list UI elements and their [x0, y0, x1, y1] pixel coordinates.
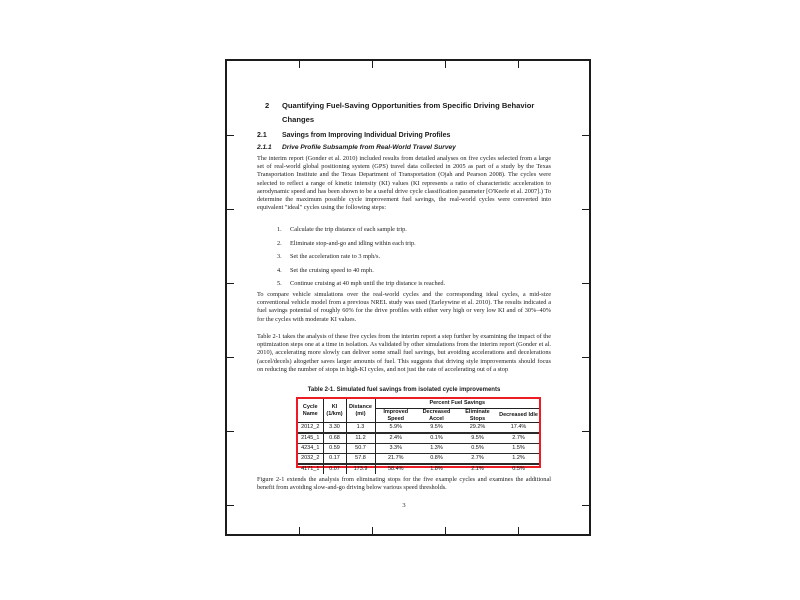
section-heading	[265, 99, 541, 126]
ruler-tick	[582, 431, 589, 432]
ruler-tick	[445, 61, 446, 68]
col-header-ki: KI (1/km)	[323, 399, 346, 423]
table-highlight-box	[296, 397, 541, 473]
page-number: 3	[402, 502, 406, 509]
cell-distance: 57.8	[346, 454, 375, 465]
cell-decreased-accel: 1.3%	[416, 444, 457, 454]
list-item	[277, 267, 547, 275]
cell-ki: 3.30	[323, 423, 346, 434]
paragraph: Figure 2-1 extends the analysis from eliminating stops for the five example cycles and examines the additional benefit from avoiding slow-and-go driving below various speed thresholds.	[257, 476, 551, 492]
subsection-heading	[257, 131, 551, 140]
list-item-text: Set the cruising speed to 40 mph.	[290, 266, 374, 274]
cell-improved-speed: 2.4%	[375, 433, 416, 444]
cell-distance: 50.7	[346, 444, 375, 454]
cell-distance: 1.3	[346, 423, 375, 434]
subcol-header-decreased-accel: Decreased Accel	[416, 409, 457, 423]
table-row	[298, 454, 539, 465]
ruler-tick	[582, 209, 589, 210]
numbered-list	[277, 226, 547, 294]
paragraph: Table 2-1 takes the analysis of these five cycles from the interim report a step further by examining the impact of the optimization steps one at a time in isolation. As validated by other simulations from the interim report (Gonder et al. 2010), accelerating more slowly can deliver some small fuel savings, but avoiding accelerations and decelerations (accel/decels) altogether saves larger amounts of fuel. This suggests that driving style improvements should focus on reducing the number of stops in high-KI cycles, and not just the rate of accelerating out of a stop	[257, 333, 551, 373]
cell-decreased-idle: 2.7%	[498, 433, 539, 444]
ruler-tick	[227, 357, 234, 358]
col-header-distance: Distance (mi)	[346, 399, 375, 423]
list-item-text: Set the acceleration rate to 3 mph/s.	[290, 253, 381, 261]
cell-decreased-accel: 0.1%	[416, 433, 457, 444]
list-item	[277, 226, 547, 234]
cell-eliminate-stops: 0.5%	[457, 444, 498, 454]
ruler-tick	[372, 61, 373, 68]
list-item-number: 3.	[277, 253, 282, 261]
col-group-header-percent-fuel-savings: Percent Fuel Savings	[375, 399, 539, 409]
table-row	[298, 423, 539, 434]
cell-eliminate-stops: 29.2%	[457, 423, 498, 434]
cell-distance: 11.2	[346, 433, 375, 444]
ruler-tick	[227, 209, 234, 210]
ruler-tick	[518, 61, 519, 68]
cell-cycle-name: 2012_2	[298, 423, 323, 434]
cell-decreased-idle: 0.5%	[512, 466, 525, 473]
cell-decreased-idle: 1.5%	[498, 444, 539, 454]
subcol-header-eliminate-stops: Eliminate Stops	[457, 409, 498, 423]
cell-ki: 0.17	[323, 454, 346, 465]
cell-distance: 173.9	[346, 464, 375, 474]
ruler-tick	[445, 527, 446, 534]
subsection-number: 2.1	[257, 132, 267, 139]
ruler-tick	[518, 527, 519, 534]
table-row	[298, 464, 539, 474]
list-item	[277, 253, 547, 261]
list-item	[277, 280, 547, 288]
table-row	[298, 433, 539, 444]
list-item-number: 1.	[277, 226, 282, 233]
ruler-tick	[582, 357, 589, 358]
cell-cycle-name: 2145_1	[298, 433, 323, 444]
ruler-tick	[227, 505, 234, 506]
list-item-number: 2.	[277, 239, 282, 247]
list-item	[277, 240, 547, 248]
cell-decreased-idle: 1.2%	[498, 454, 539, 465]
document-page	[225, 59, 591, 536]
ruler-tick	[227, 283, 234, 284]
subsubsection-number: 2.1.1	[257, 144, 272, 151]
section-title: Quantifying Fuel-Saving Opportunities from Specific Driving Behavior Changes	[282, 101, 535, 124]
cell-improved-speed: 3.3%	[375, 444, 416, 454]
ruler-tick	[372, 527, 373, 534]
subcol-header-decreased-idle: Decreased Idle	[498, 409, 539, 423]
subsection-title: Savings from Improving Individual Driving Profiles	[282, 132, 451, 139]
cell-ki: 0.07	[323, 464, 346, 474]
cell-improved-speed: 21.7%	[375, 454, 416, 465]
list-item-number: 5.	[277, 280, 282, 288]
list-item-text: Continue cruising at 40 mph until the trip distance is reached.	[290, 280, 446, 288]
cell-decreased-accel: 9.5%	[416, 423, 457, 434]
subsubsection-title: Drive Profile Subsample from Real-World Travel Survey	[282, 144, 456, 151]
ruler-tick	[299, 527, 300, 534]
cell-eliminate-stops: 9.5%	[457, 433, 498, 444]
section-number: 2	[265, 101, 270, 110]
list-item-text: Eliminate stop-and-go and idling within each trip.	[290, 239, 416, 247]
ruler-tick	[582, 283, 589, 284]
list-item-text: Calculate the trip distance of each sample trip.	[290, 226, 407, 233]
subcol-header-improved-speed: Improved Speed	[375, 409, 416, 423]
ruler-tick	[582, 505, 589, 506]
table-caption: Table 2-1. Simulated fuel savings from isolated cycle improvements	[307, 387, 501, 393]
fuel-savings-table	[298, 399, 539, 474]
paragraph: The interim report (Gonder et al. 2010) included results from detailed analyses on five cycles selected from a large set of real-world global positioning system (GPS) travel data collected in 2005 as part of a study by the Texas Transportation Institute and the Texas Department of Transportation (Ojah and Pearson 2008). The cycles were selected to reflect a range of kinetic intensity (KI) values (KI represents a ratio of characteristic acceleration to aerodynamic speed and has been shown to be a useful drive cycle classification parameter [O'Keefe et al. 2007].) To determine the maximum possible cycle improvement fuel savings, the real-world cycles were converted into equivalent "ideal" cycles using the following steps:	[257, 155, 551, 212]
cell-decreased-idle: 17.4%	[498, 423, 539, 434]
col-header-cycle-name: Cycle Name	[298, 399, 323, 423]
cell-decreased-accel: 0.8%	[416, 454, 457, 465]
cell-cycle-name: 4171_1	[298, 464, 323, 474]
subsubsection-heading	[257, 144, 551, 153]
cell-cycle-name: 4234_1	[298, 444, 323, 454]
table-row	[298, 444, 539, 454]
cell-improved-speed: 5.9%	[375, 423, 416, 434]
list-item-number: 4.	[277, 266, 282, 274]
ruler-tick	[227, 431, 234, 432]
cell-ki: 0.68	[323, 433, 346, 444]
cell-improved-speed: 58.4%	[387, 466, 404, 473]
ruler-tick	[227, 135, 234, 136]
cell-eliminate-stops: 2.7%	[457, 454, 498, 465]
ruler-tick	[299, 61, 300, 68]
paragraph: To compare vehicle simulations over the real-world cycles and the corresponding ideal cycles, a mid-size conventional vehicle model from a previous NREL study was used (Earleywine et al. 2010). The results indicated a fuel savings potential of roughly 60% for the drive profiles with either very high or very low KI and of 30%–40% for the cycles with moderate KI values.	[257, 291, 551, 323]
cell-ki: 0.59	[323, 444, 346, 454]
cell-eliminate-stops: 2.1%	[471, 466, 484, 473]
cell-cycle-name: 2032_2	[298, 454, 323, 465]
ruler-tick	[582, 135, 589, 136]
cell-decreased-accel: 1.8%	[430, 466, 443, 473]
